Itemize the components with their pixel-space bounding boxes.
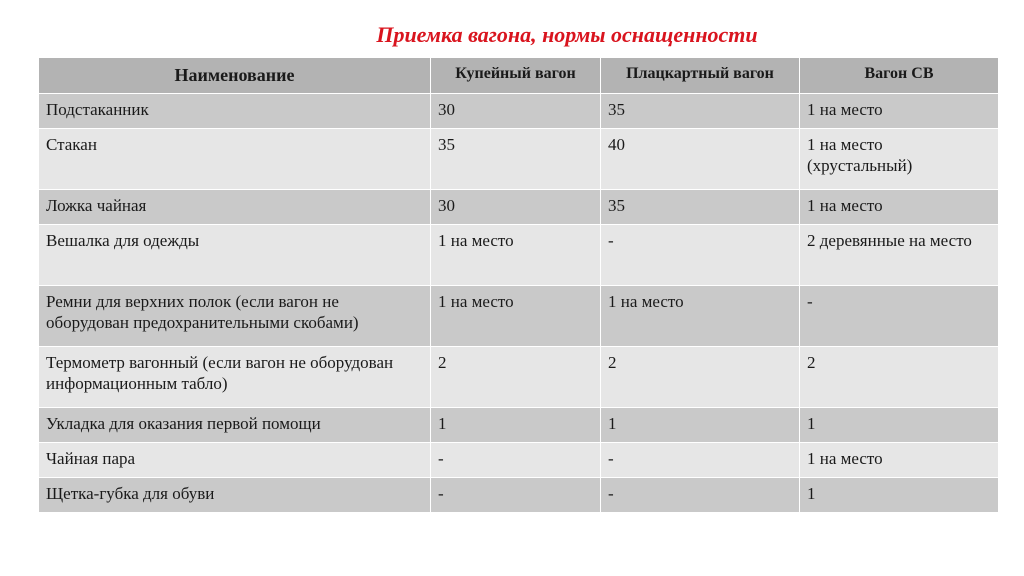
item-name: Стакан: [39, 129, 431, 190]
header-platskart: Плацкартный вагон: [601, 58, 800, 94]
kupe-value: 1: [431, 408, 601, 443]
sv-value: 1 на место: [800, 443, 999, 478]
kupe-value: 2: [431, 347, 601, 408]
platskart-value: 1: [601, 408, 800, 443]
platskart-value: 40: [601, 129, 800, 190]
item-name: Ремни для верхних полок (если вагон не оборудован предохранительными скобами): [39, 286, 431, 347]
sv-value: 1 на место (хрустальный): [800, 129, 999, 190]
header-name: Наименование: [39, 58, 431, 94]
table-row: [39, 408, 999, 443]
table-row: [39, 225, 999, 286]
equipment-norms-table: [38, 57, 999, 513]
item-name: Подстаканник: [39, 94, 431, 129]
sv-value: 2: [800, 347, 999, 408]
kupe-value: 30: [431, 190, 601, 225]
table-row: [39, 286, 999, 347]
platskart-value: 1 на место: [601, 286, 800, 347]
sv-value: 1 на место: [800, 94, 999, 129]
item-name: Вешалка для одежды: [39, 225, 431, 286]
kupe-value: 1 на место: [431, 286, 601, 347]
kupe-value: 35: [431, 129, 601, 190]
header-kupe: Купейный вагон: [431, 58, 601, 94]
table-row: [39, 478, 999, 513]
table-header-row: [39, 58, 999, 94]
item-name: Щетка-губка для обуви: [39, 478, 431, 513]
platskart-value: -: [601, 478, 800, 513]
kupe-value: -: [431, 478, 601, 513]
sv-value: 2 деревянные на место: [800, 225, 999, 286]
sv-value: -: [800, 286, 999, 347]
sv-value: 1: [800, 478, 999, 513]
kupe-value: 30: [431, 94, 601, 129]
slide-title: Приемка вагона, нормы оснащенности: [376, 22, 758, 47]
platskart-value: -: [601, 443, 800, 478]
item-name: Укладка для оказания первой помощи: [39, 408, 431, 443]
sv-value: 1: [800, 408, 999, 443]
sv-value: 1 на место: [800, 190, 999, 225]
table-row: [39, 94, 999, 129]
table-row: [39, 347, 999, 408]
platskart-value: -: [601, 225, 800, 286]
table-row: [39, 443, 999, 478]
header-sv: Вагон СВ: [800, 58, 999, 94]
table-row: [39, 190, 999, 225]
item-name: Термометр вагонный (если вагон не оборудован информационным табло): [39, 347, 431, 408]
kupe-value: -: [431, 443, 601, 478]
platskart-value: 35: [601, 190, 800, 225]
kupe-value: 1 на место: [431, 225, 601, 286]
platskart-value: 35: [601, 94, 800, 129]
table-row: [39, 129, 999, 190]
platskart-value: 2: [601, 347, 800, 408]
item-name: Ложка чайная: [39, 190, 431, 225]
item-name: Чайная пара: [39, 443, 431, 478]
